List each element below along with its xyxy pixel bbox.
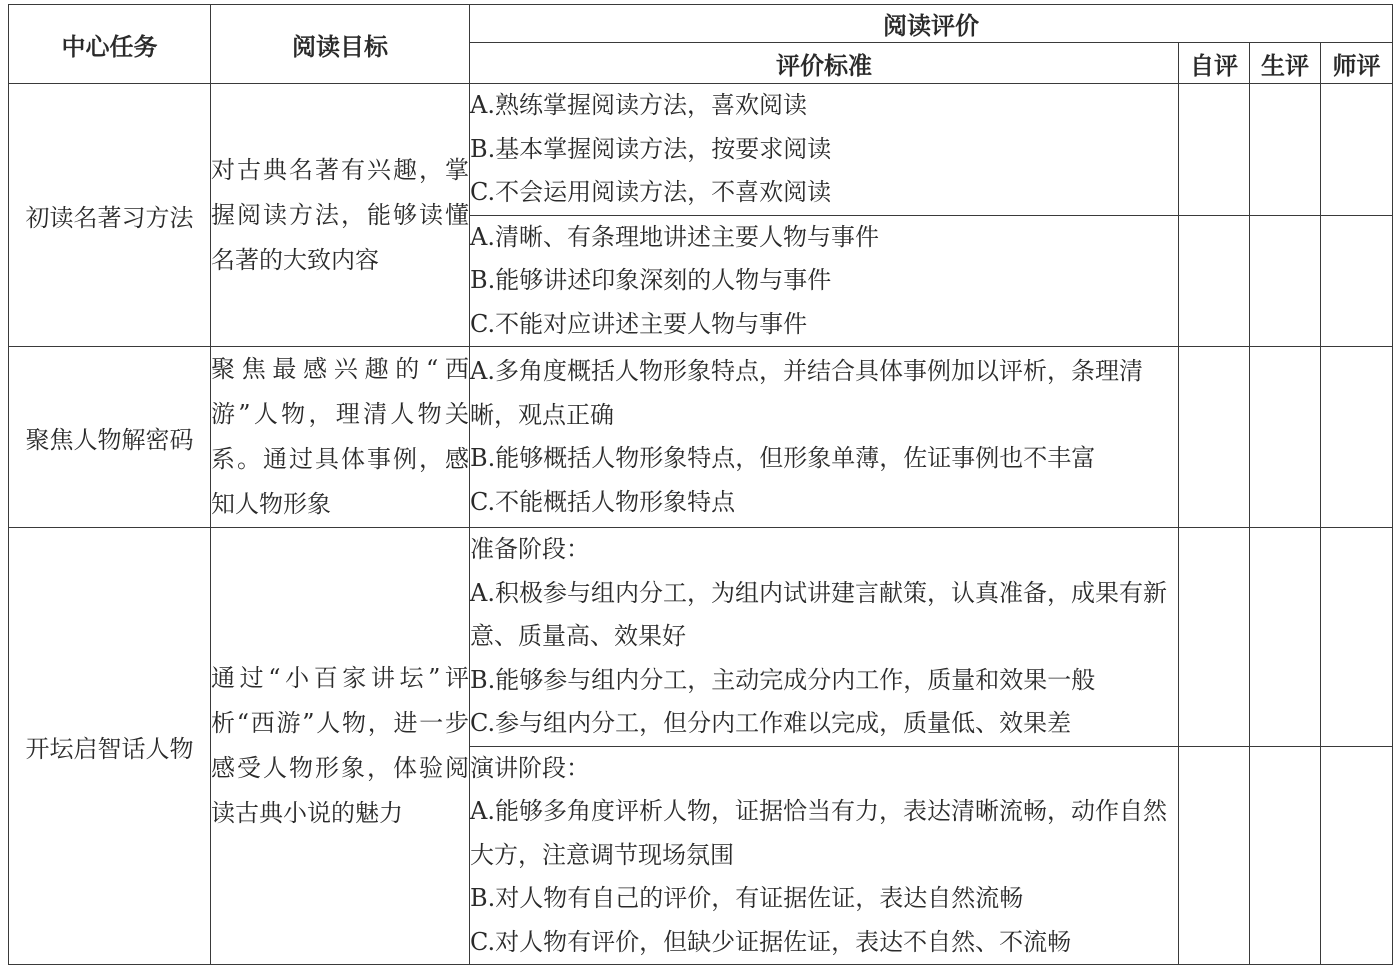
criteria-line: A.清晰、有条理地讲述主要人物与事件	[470, 222, 879, 251]
self-score-cell	[1179, 528, 1250, 747]
teacher-score-cell	[1321, 746, 1393, 965]
criteria-line: B.能够概括人物形象特点，但形象单薄，佐证事例也不丰富	[470, 444, 1096, 472]
peer-score-cell	[1250, 528, 1321, 747]
self-score-cell	[1179, 746, 1250, 965]
header-task: 中心任务	[9, 5, 211, 84]
header-peer: 生评	[1250, 43, 1321, 84]
criteria-line: B.能够讲述印象深刻的人物与事件	[470, 266, 832, 294]
criteria-line: A.积极参与组内分工，为组内试讲建言献策，认真准备，成果有新意、质量高、效果好	[470, 578, 1167, 650]
teacher-score-cell	[1321, 347, 1393, 528]
criteria-line: C.对人物有评价，但缺少证据佐证，表达不自然、不流畅	[470, 927, 1072, 956]
peer-score-cell	[1250, 215, 1321, 347]
header-evaluation: 阅读评价	[470, 5, 1393, 43]
criteria-line: C.不能概括人物形象特点	[470, 487, 736, 516]
peer-score-cell	[1250, 84, 1321, 216]
criteria-line: A.熟练掌握阅读方法，喜欢阅读	[470, 91, 807, 119]
table-row	[9, 528, 1393, 747]
header-criteria: 评价标准	[470, 43, 1179, 84]
task-cell: 聚焦人物解密码	[9, 347, 211, 528]
criteria-cell	[470, 347, 1179, 528]
criteria-cell	[470, 84, 1179, 216]
table-row	[9, 347, 1393, 528]
task-cell: 开坛启智话人物	[9, 528, 211, 965]
criteria-stage-label: 演讲阶段：	[470, 753, 590, 782]
criteria-cell	[470, 746, 1179, 965]
criteria-line: C.不会运用阅读方法，不喜欢阅读	[470, 178, 832, 206]
teacher-score-cell	[1321, 84, 1393, 216]
teacher-score-cell	[1321, 215, 1393, 347]
criteria-cell	[470, 528, 1179, 747]
header-teacher: 师评	[1321, 43, 1393, 84]
criteria-line: A.多角度概括人物形象特点，并结合具体事例加以评析，条理清晰，观点正确	[470, 357, 1143, 429]
header-goal: 阅读目标	[211, 5, 470, 84]
peer-score-cell	[1250, 746, 1321, 965]
table-row	[9, 84, 1393, 216]
criteria-line: B.对人物有自己的评价，有证据佐证，表达自然流畅	[470, 884, 1024, 912]
self-score-cell	[1179, 215, 1250, 347]
criteria-line: C.参与组内分工，但分内工作难以完成，质量低、效果差	[470, 709, 1072, 737]
task-cell: 初读名著习方法	[9, 84, 211, 347]
criteria-cell	[470, 215, 1179, 347]
header-self: 自评	[1179, 43, 1250, 84]
goal-cell: 聚焦最感兴趣的“西游”人物，理清人物关系。通过具体事例，感知人物形象	[211, 347, 470, 528]
criteria-line: B.基本掌握阅读方法，按要求阅读	[470, 134, 832, 163]
goal-cell: 对古典名著有兴趣，掌握阅读方法，能够读懂名著的大致内容	[211, 84, 470, 347]
criteria-line: C.不能对应讲述主要人物与事件	[470, 309, 808, 338]
peer-score-cell	[1250, 347, 1321, 528]
criteria-stage-label: 准备阶段：	[470, 535, 590, 563]
teacher-score-cell	[1321, 528, 1393, 747]
reading-evaluation-table	[8, 4, 1393, 965]
criteria-line: B.能够参与组内分工，主动完成分内工作，质量和效果一般	[470, 665, 1096, 694]
criteria-line: A.能够多角度评析人物，证据恰当有力，表达清晰流畅，动作自然大方，注意调节现场氛围	[470, 797, 1167, 869]
self-score-cell	[1179, 84, 1250, 216]
self-score-cell	[1179, 347, 1250, 528]
goal-cell: 通过“小百家讲坛”评析“西游”人物，进一步感受人物形象，体验阅读古典小说的魅力	[211, 528, 470, 965]
